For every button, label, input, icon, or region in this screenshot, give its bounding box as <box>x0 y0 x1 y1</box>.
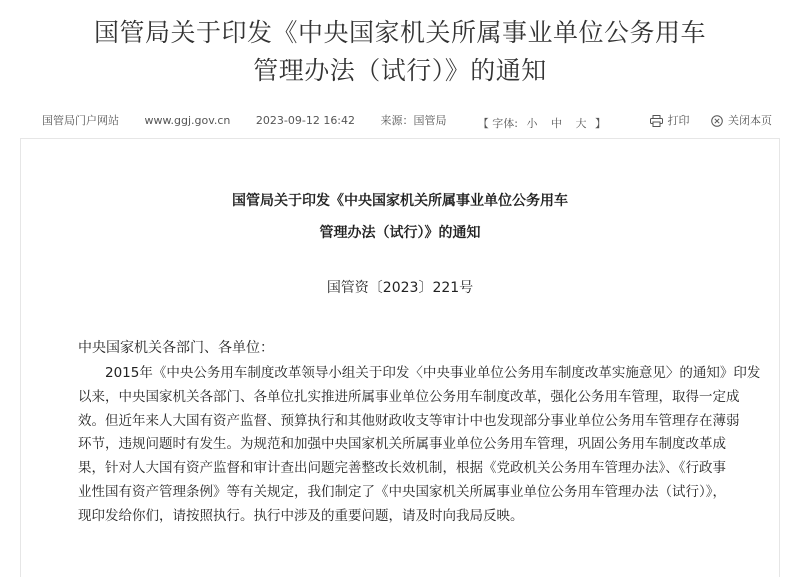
page-title-line-2: 管理办法（试行）》的通知 <box>253 56 547 85</box>
article-meta-info <box>42 110 469 132</box>
printer-icon <box>650 115 663 127</box>
close-icon <box>711 115 723 127</box>
body-line: 现印发给你们，请按照执行。执行中涉及的重要问题，请及时向我局反映。 <box>78 507 524 524</box>
page-title <box>0 14 800 90</box>
page-title-line-1: 国管局关于印发《中央国家机关所属事业单位公务用车 <box>93 18 706 47</box>
source-label: 来源：国管局 <box>380 114 447 127</box>
publish-datetime: 2023-09-12 16:42 <box>255 114 356 127</box>
font-size-control <box>478 117 610 130</box>
body-line: 效。但近年来人大国有资产监督、预算执行和其他财政收支等审计中也发现部分事业单位公务用车管理存在薄弱 <box>78 412 740 429</box>
font-size-large-button[interactable]: 大 <box>575 117 587 130</box>
document-number: 国管资〔2023〕221号 <box>326 280 474 296</box>
print-label: 打印 <box>667 114 690 127</box>
site-name: 国管局门户网站 <box>42 114 119 127</box>
close-page-button[interactable] <box>711 110 772 132</box>
font-size-small-button[interactable]: 小 <box>526 117 538 130</box>
font-bracket-close: 】 <box>595 117 606 130</box>
font-bracket-open: 【 <box>477 117 489 130</box>
body-line: 以来，中央国家机关各部门、各单位扎实推进所属事业单位公务用车制度改革，强化公务用车管理，取得一定成 <box>78 388 740 405</box>
font-size-medium-button[interactable]: 中 <box>551 117 562 130</box>
document-title-line-2: 管理办法（试行）》的通知 <box>319 225 481 241</box>
document-title-line-1: 国管局关于印发《中央国家机关所属事业单位公务用车 <box>232 193 568 209</box>
body-line: 业性国有资产管理条例》等有关规定，我们制定了《中央国家机关所属事业单位公务用车管理办法（试行）》， <box>78 483 726 500</box>
body-line: 果，针对人大国有资产监督和审计查出问题完善整改长效机制，根据《党政机关公务用车管理办法》、《行政事 <box>78 460 726 477</box>
article-meta-bar <box>20 110 780 132</box>
font-size-label: 字体: <box>492 117 518 130</box>
body-paragraph <box>78 362 760 529</box>
body-line: 2015年《中央公务用车制度改革领导小组关于印发〈中央事业单位公务用车制度改革实施意见〉的通知》印发 <box>78 365 761 381</box>
body-line: 环节，违规问题时有发生。为规范和加强中央国家机关所属事业单位公务用车管理，巩固公务用车制度改革成 <box>78 436 726 453</box>
print-button[interactable] <box>650 110 690 132</box>
article-tools <box>478 110 772 135</box>
salutation: 中央国家机关各部门、各单位： <box>78 340 274 356</box>
site-url[interactable]: www.ggj.gov.cn <box>144 114 231 127</box>
close-page-label: 关闭本页 <box>728 114 772 127</box>
document-title <box>0 185 800 249</box>
